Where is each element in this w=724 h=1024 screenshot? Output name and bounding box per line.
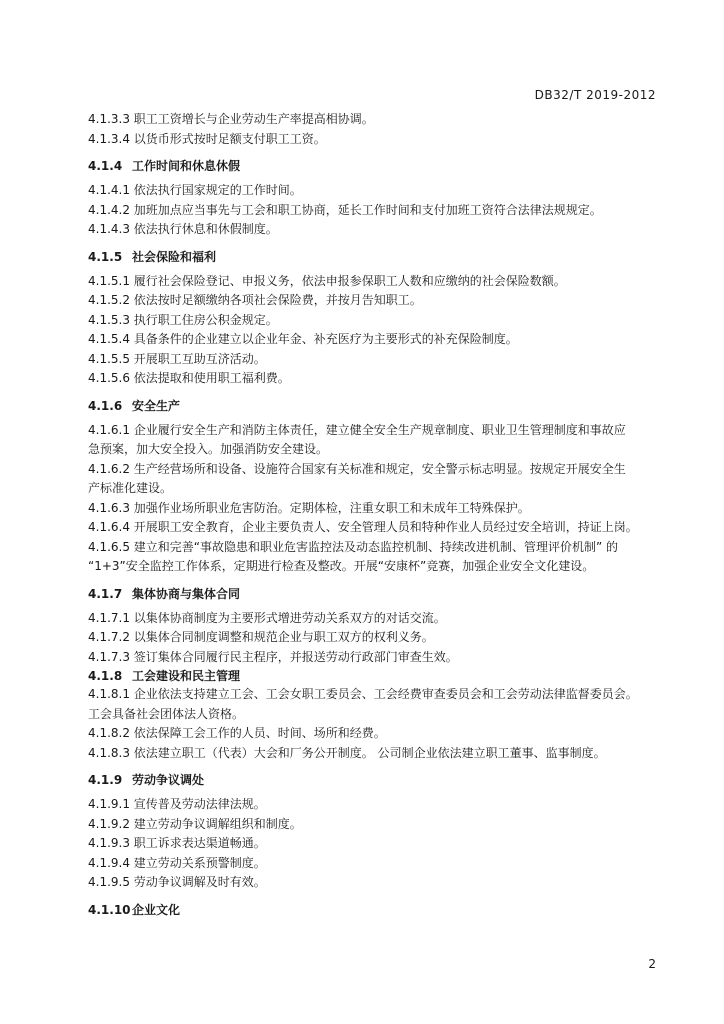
clause-line: 4.1.3.3 职工工资增长与企业劳动生产率提高相协调。 — [88, 112, 374, 126]
clause-line: 4.1.4.1 依法执行国家规定的工作时间。 — [88, 183, 302, 197]
section-number: 4.1.10 — [88, 902, 131, 917]
clause-line: 4.1.8.3 依法建立职工（代表）大会和厂务公开制度。 公司制企业依法建立职工董事、监事制度。 — [88, 745, 606, 760]
section-title: 企业文化 — [132, 902, 181, 917]
section-number: 4.1.7 — [88, 586, 123, 601]
clause-line: 4.1.5.4 具备条件的企业建立以企业年金、补充医疗为主要形式的补充保险制度。 — [88, 332, 518, 346]
standard-code: DB32/T 2019-2012 — [534, 88, 656, 102]
clause-line: 4.1.7.1 以集体协商制度为主要形式增进劳动关系双方的对话交流。 — [88, 610, 446, 625]
clause-line: 4.1.3.4 以货币形式按时足额支付职工工资。 — [88, 131, 326, 146]
clause-line: 4.1.9.5 劳动争议调解及时有效。 — [88, 875, 266, 889]
section-heading — [88, 771, 664, 789]
section-number: 4.1.4 — [88, 159, 123, 173]
clause-line: 4.1.5.2 依法按时足额缴纳各项社会保险费，并按月告知职工。 — [88, 293, 422, 307]
clause-line: 4.1.9.3 职工诉求表达渠道畅通。 — [88, 836, 266, 850]
section-number: 4.1.6 — [88, 398, 123, 413]
section-heading — [88, 397, 664, 415]
section-title: 工会建设和民主管理 — [132, 669, 241, 683]
clause-line: 4.1.6.1 企业履行安全生产和消防主体责任，建立健全安全生产规章制度、职业卫生管理制度和事故应 — [88, 422, 626, 437]
clause-line: “1+3”安全监控工作体系，定期进行检查及整改。开展“安康杯”竞赛，加强企业安全文化建设。 — [88, 559, 595, 573]
clause-line: 4.1.5.5 开展职工互助互济活动。 — [88, 351, 266, 366]
clause-line: 4.1.9.2 建立劳动争议调解组织和制度。 — [88, 816, 302, 831]
page-number: 2 — [648, 957, 656, 971]
clause-line: 4.1.8.2 依法保障工会工作的人员、时间、场所和经费。 — [88, 726, 386, 740]
section-title: 劳动争议调处 — [132, 773, 205, 787]
section-title: 安全生产 — [132, 398, 181, 413]
clause-line: 4.1.5.3 执行职工住房公积金规定。 — [88, 312, 278, 327]
section-title: 社会保险和福利 — [132, 249, 217, 264]
clause-line: 4.1.7.3 签订集体合同履行民主程序，并报送劳动行政部门审查生效。 — [88, 649, 458, 664]
clause-line: 4.1.7.2 以集体合同制度调整和规范企业与职工双方的权利义务。 — [88, 630, 434, 644]
clause-line: 4.1.9.1 宣传普及劳动法律法规。 — [88, 797, 266, 811]
clause-line: 4.1.4.2 加班加点应当事先与工会和职工协商，延长工作时间和支付加班工资符合法律法规规定。 — [88, 202, 602, 217]
section-number: 4.1.8 — [88, 669, 123, 683]
clause-line: 急预案，加大安全投入。加强消防安全建设。 — [88, 442, 329, 456]
clause-line: 4.1.4.3 依法执行休息和休假制度。 — [88, 222, 278, 236]
section-heading — [88, 157, 664, 175]
section-number: 4.1.5 — [88, 249, 123, 264]
clause-line: 4.1.9.4 建立劳动关系预警制度。 — [88, 855, 266, 870]
clause-line: 4.1.5.6 依法提取和使用职工福利费。 — [88, 371, 290, 385]
document-body — [88, 110, 664, 925]
clause-line: 4.1.5.1 履行社会保险登记、申报义务，依法申报参保职工人数和应缴纳的社会保险数额。 — [88, 273, 566, 288]
section-heading — [88, 901, 664, 919]
clause-line: 4.1.8.1 企业依法支持建立工会、工会女职工委员会、工会经费审查委员会和工会劳动法律监督委员会。 — [88, 687, 638, 701]
clause-line: 4.1.6.5 建立和完善“事故隐患和职业危害监控法及动态监控机制、持续改进机制、管理评价机制” 的 — [88, 539, 619, 554]
section-title: 集体协商与集体合同 — [132, 586, 241, 601]
section-heading — [88, 585, 664, 603]
section-title: 工作时间和休息休假 — [132, 159, 241, 173]
clause-line: 产标准化建设。 — [88, 481, 173, 495]
clause-line: 4.1.6.2 生产经营场所和设备、设施符合国家有关标准和规定，安全警示标志明显。按规定开展安全生 — [88, 461, 626, 476]
section-heading — [88, 248, 664, 266]
clause-line: 4.1.6.4 开展职工安全教育，企业主要负责人、安全管理人员和特种作业人员经过安全培训，持证上岗。 — [88, 520, 638, 534]
clause-line: 工会具备社会团体法人资格。 — [88, 706, 245, 721]
clause-line: 4.1.6.3 加强作业场所职业危害防治。定期体检，注重女职工和未成年工特殊保护。 — [88, 500, 530, 515]
section-heading — [88, 667, 664, 685]
section-number: 4.1.9 — [88, 773, 123, 787]
